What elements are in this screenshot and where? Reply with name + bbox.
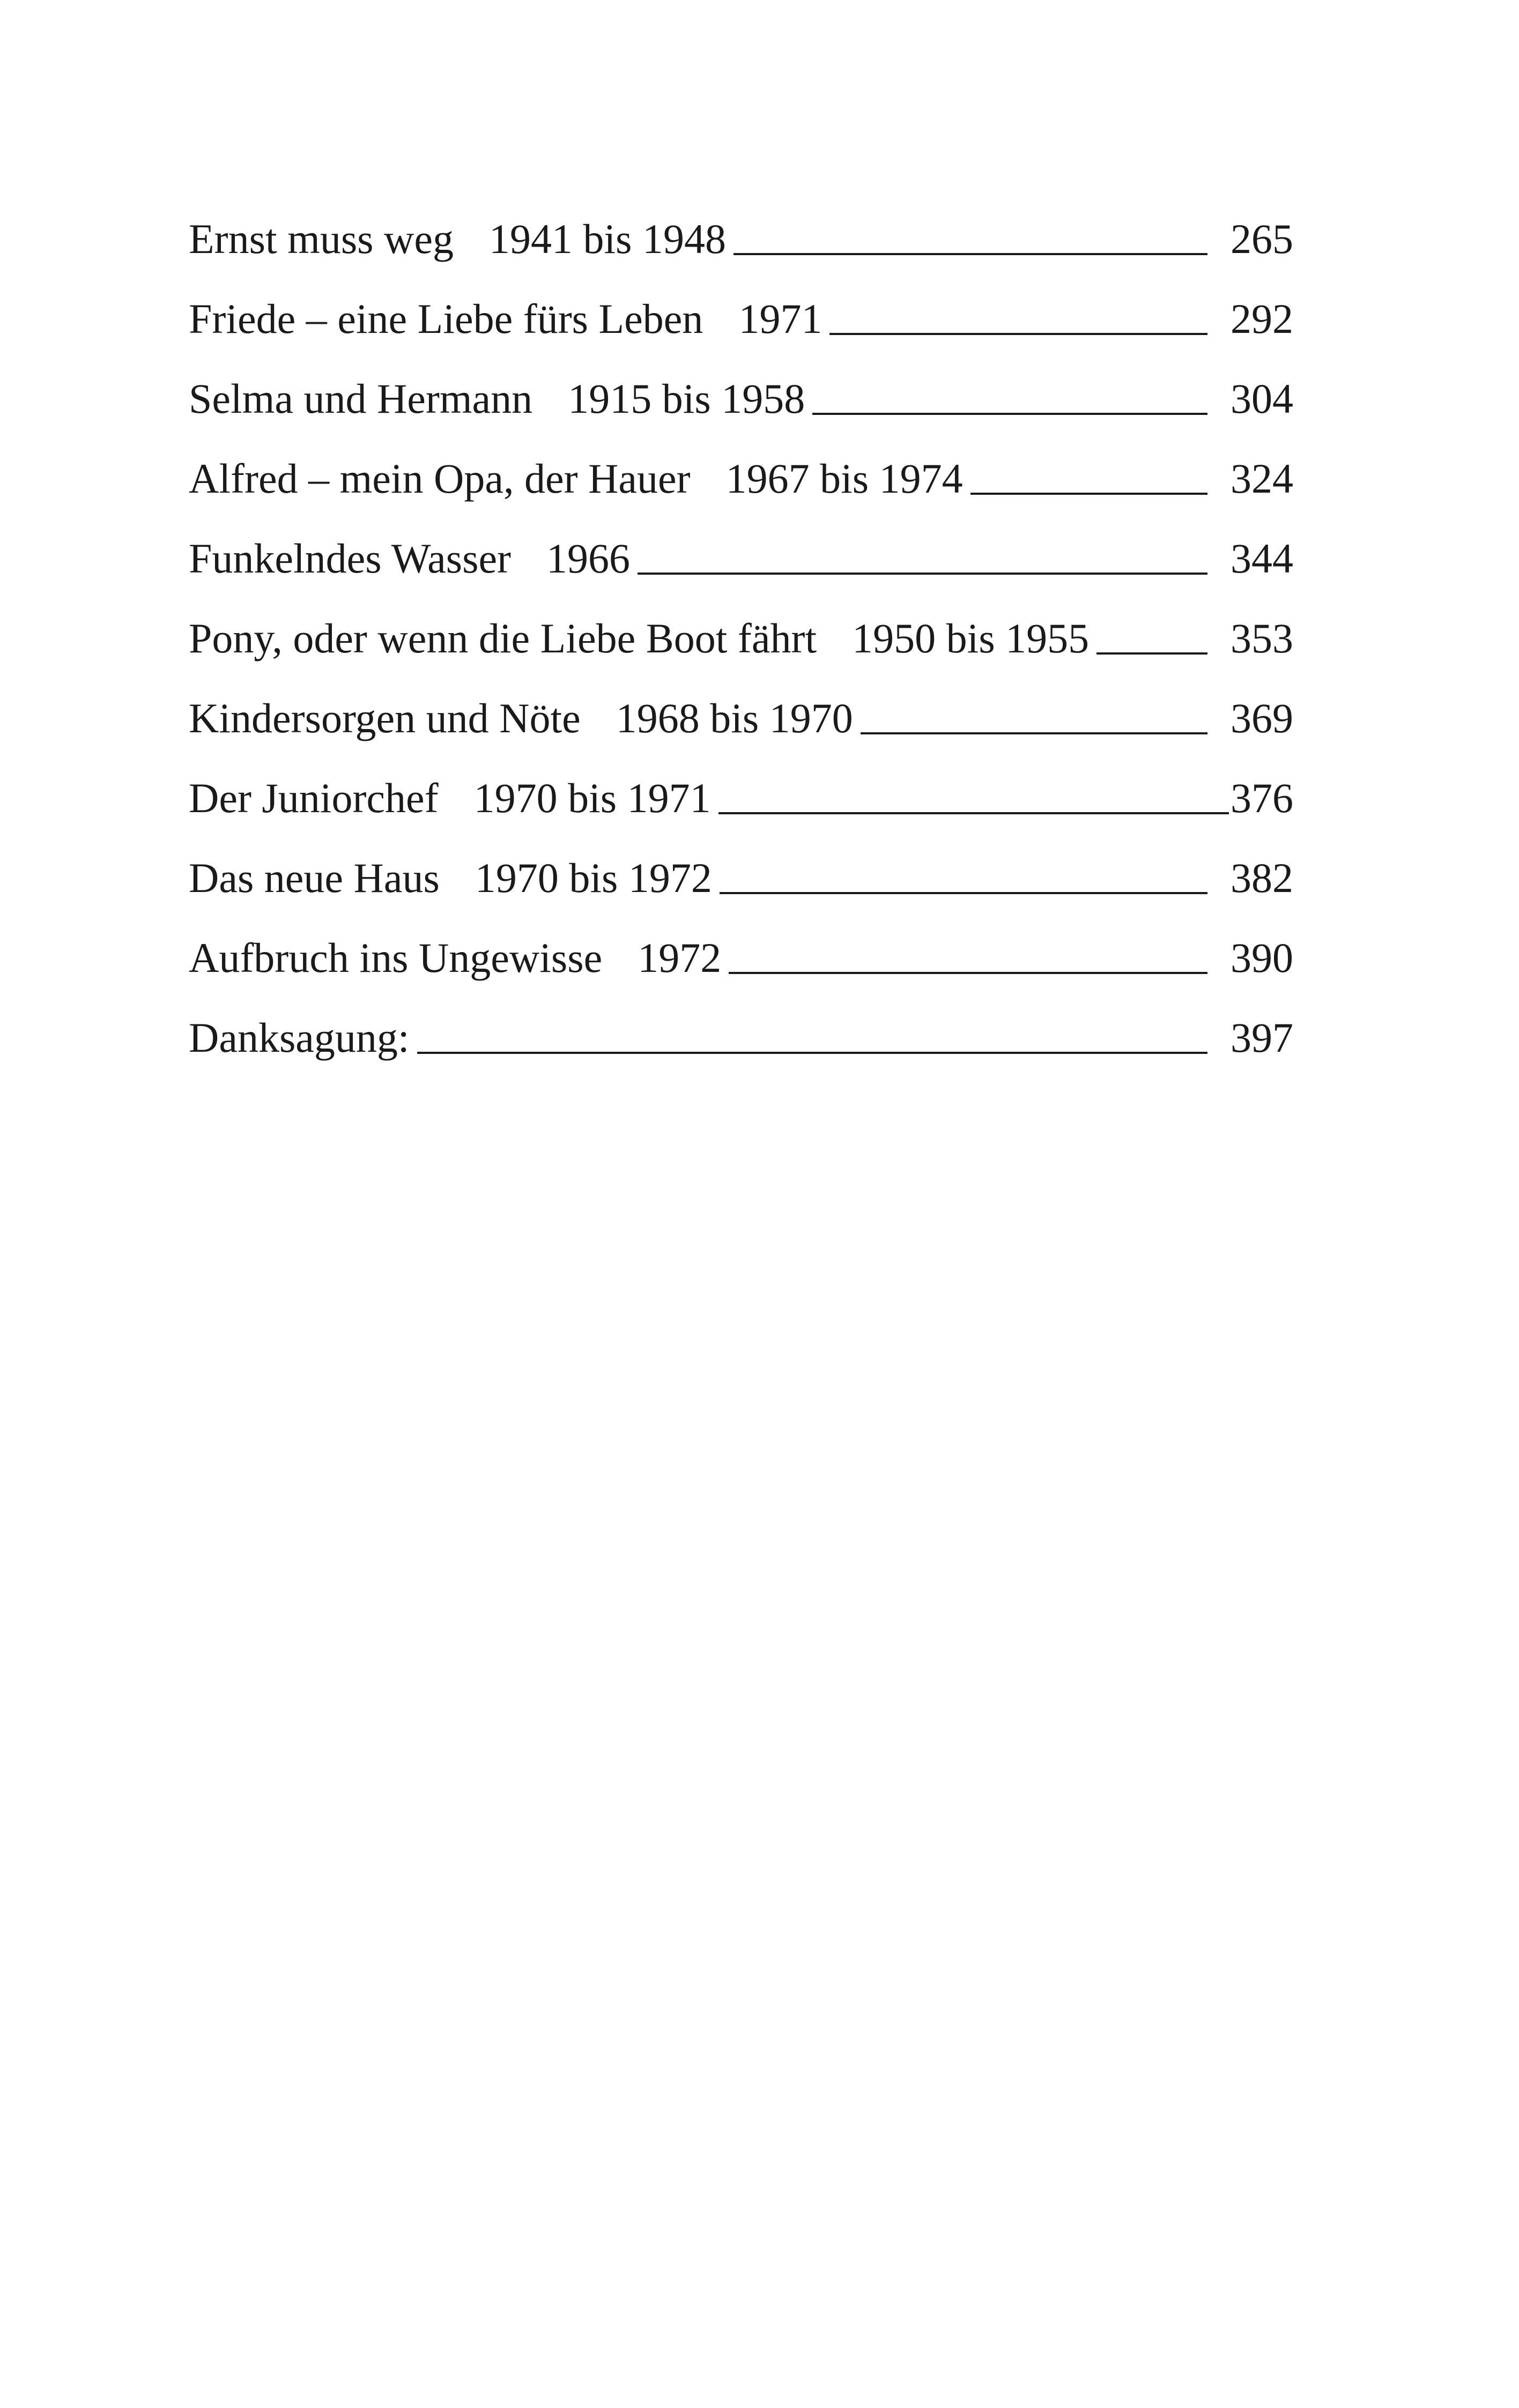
toc-entry[interactable] [189, 290, 1293, 370]
toc-leader-line [970, 493, 1207, 495]
toc-leader-line [720, 892, 1207, 894]
toc-entry-title: Kindersorgen und Nöte [189, 695, 581, 741]
toc-entry-years: 1972 [638, 934, 722, 981]
toc-entry-title: Alfred – mein Opa, der Hauer [189, 455, 691, 502]
toc-entry-title: Danksagung: [189, 1014, 410, 1061]
toc-entry-years: 1941 bis 1948 [488, 215, 727, 262]
toc-entry-page: 324 [1231, 455, 1293, 502]
toc-leader-line [1096, 652, 1207, 655]
toc-entry-years: 1970 bis 1972 [475, 854, 712, 901]
toc-entry[interactable] [189, 1009, 1293, 1089]
toc-leader-line [718, 812, 1229, 814]
toc-leader-line [733, 253, 1207, 255]
toc-leader-line [638, 573, 1207, 575]
toc-entry[interactable] [189, 370, 1293, 450]
toc-entry[interactable] [189, 849, 1293, 929]
toc-entry[interactable] [189, 929, 1293, 1009]
toc-leader-line [829, 333, 1207, 335]
toc-entry-title: Aufbruch ins Ungewisse [189, 934, 603, 981]
toc-entry-title: Pony, oder wenn die Liebe Boot fährt [189, 615, 817, 662]
toc-entry-years: 1971 [738, 295, 823, 342]
toc-leader-line [812, 413, 1207, 415]
toc-entry-page: 376 [1231, 775, 1293, 821]
toc-entry-years: 1915 bis 1958 [568, 375, 805, 422]
toc-entry[interactable] [189, 610, 1293, 689]
table-of-contents [189, 210, 1293, 1089]
toc-entry-page: 397 [1231, 1014, 1293, 1061]
toc-entry[interactable] [189, 530, 1293, 610]
toc-entry-page: 369 [1231, 695, 1293, 741]
toc-entry-years: 1950 bis 1955 [852, 615, 1090, 662]
toc-entry[interactable] [189, 450, 1293, 530]
toc-entry-title: Der Juniorchef [189, 775, 439, 821]
toc-entry-years: 1966 [546, 535, 631, 582]
toc-entry-years: 1967 bis 1974 [725, 455, 963, 502]
toc-entry-page: 382 [1231, 854, 1293, 901]
toc-leader-line [729, 972, 1207, 974]
toc-entry-title: Funkelndes Wasser [189, 535, 512, 582]
toc-entry-page: 353 [1231, 615, 1293, 662]
toc-entry-title: Ernst muss weg [189, 215, 454, 262]
toc-entry-years: 1968 bis 1970 [616, 695, 853, 741]
toc-entry[interactable] [189, 210, 1293, 290]
toc-entry-years: 1970 bis 1971 [473, 775, 711, 821]
toc-entry[interactable] [189, 769, 1293, 849]
toc-entry-page: 304 [1231, 375, 1293, 422]
toc-leader-line [861, 732, 1207, 734]
toc-entry[interactable] [189, 689, 1293, 769]
toc-entry-page: 265 [1231, 215, 1293, 262]
toc-entry-page: 292 [1231, 295, 1293, 342]
toc-entry-title: Friede – eine Liebe fürs Leben [189, 295, 703, 342]
toc-leader-line [417, 1052, 1207, 1054]
toc-entry-page: 344 [1231, 535, 1293, 582]
toc-entry-title: Selma und Hermann [189, 375, 533, 422]
toc-entry-title: Das neue Haus [189, 854, 440, 901]
toc-entry-page: 390 [1231, 934, 1293, 981]
